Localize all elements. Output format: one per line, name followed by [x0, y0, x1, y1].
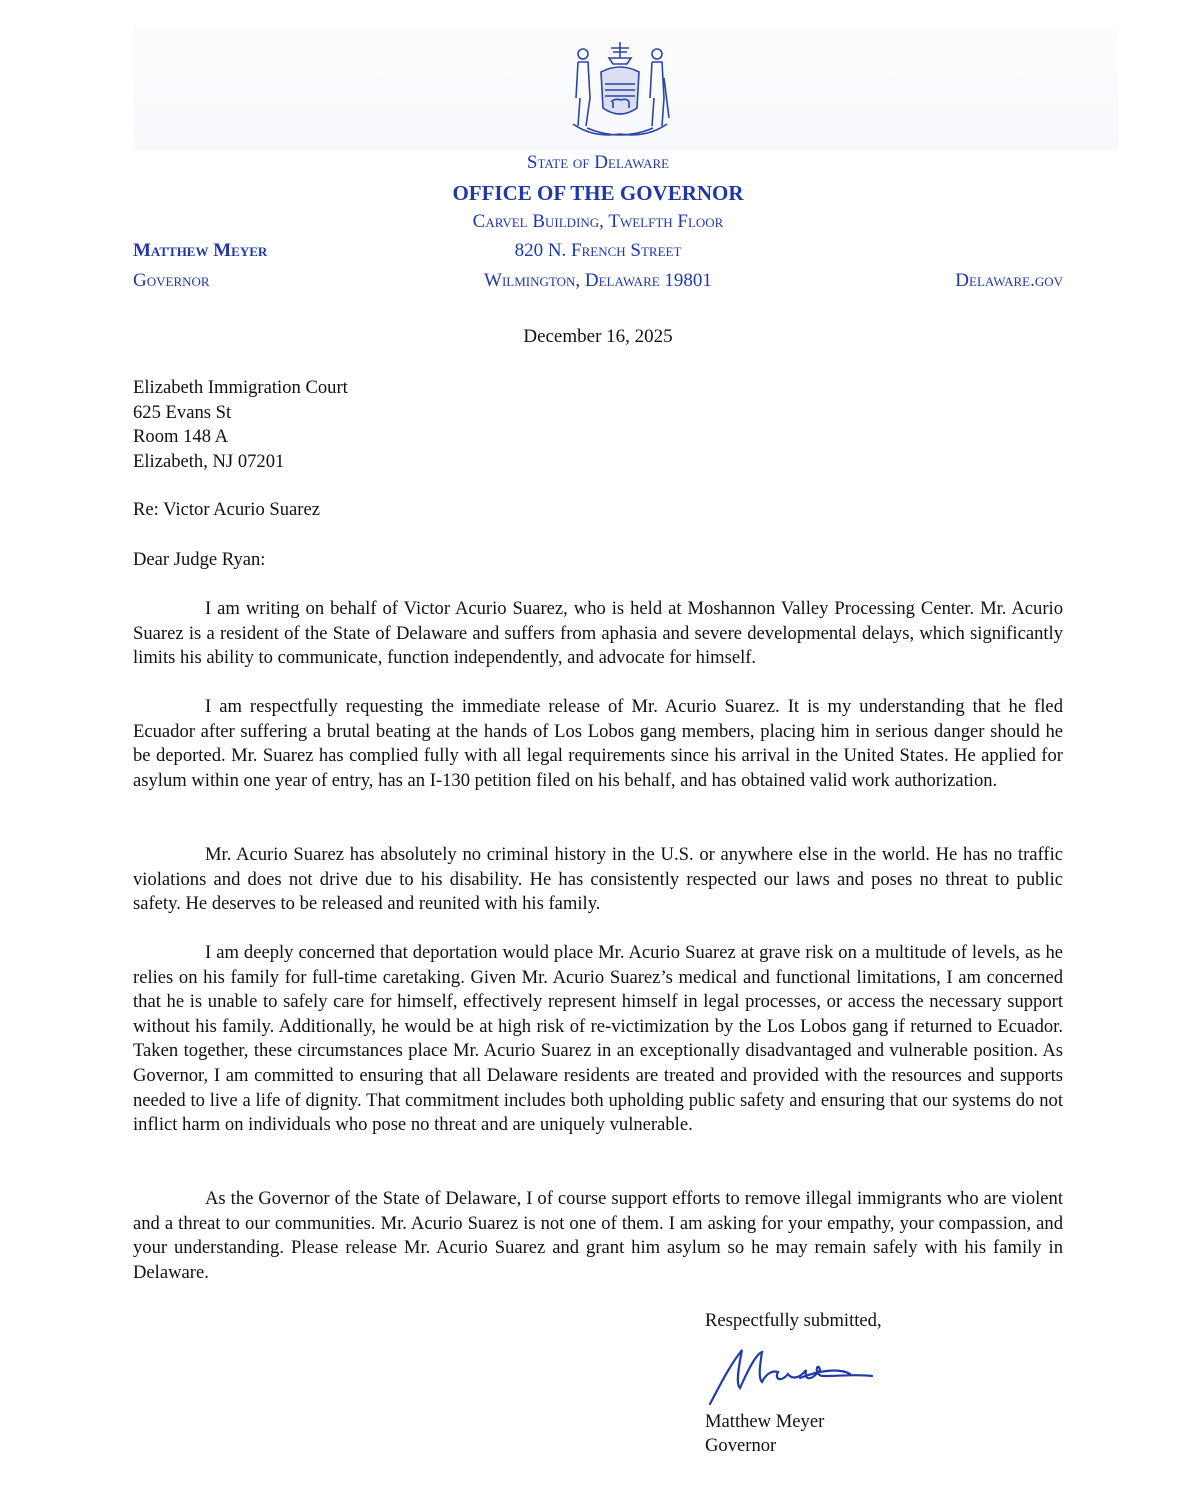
letterhead-office: OFFICE OF THE GOVERNOR	[452, 181, 744, 205]
salutation: Dear Judge Ryan:	[133, 549, 266, 570]
governor-name: Matthew Meyer	[133, 240, 268, 261]
closing: Respectfully submitted,	[705, 1310, 882, 1331]
paragraph-3: Mr. Acurio Suarez has absolutely no criminal history in the U.S. or anywhere else in the world. He has no traffic violations and does not drive due to his disability. He has consistently respected our laws and poses no threat to public safety. He deserves to be released and reunited with his family.	[133, 844, 1063, 915]
governor-title: Governor	[133, 270, 210, 291]
recipient-line: Room 148 A	[133, 426, 229, 448]
paragraph-4: I am deeply concerned that deportation would place Mr. Acurio Suarez at grave risk on a multitude of levels, as he relies on his family for full-time caretaking. Given Mr. Acurio Suarez’s medical and functional limitations, I am concerned that he is unable to safely care for himself, effectively represent himself in legal processes, or access the necessary support without his family. Additionally, he would be at high risk of re-victimization by the Los Lobos gang if returned to Ecuador. Taken together, these circumstances place Mr. Acurio Suarez in an exceptionally disadvantaged and vulnerable position. As Governor, I am committed to ensuring that all Delaware residents are treated and provided with the resources and supports needed to live a life of dignity. That commitment includes both upholding public safety and ensuring that our systems do not inflict harm on individuals who pose no threat and are uniquely vulnerable.	[133, 942, 1063, 1136]
recipient-line: Elizabeth Immigration Court	[133, 377, 348, 398]
paragraph-5: As the Governor of the State of Delaware, I of course support efforts to remove illegal immigrants who are violent and a threat to our communities. Mr. Acurio Suarez is not one of them. I am asking for your empathy, your compassion, and your understanding. Please release Mr. Acurio Suarez and grant him asylum so he may remain safely with his family in Delaware.	[133, 1188, 1063, 1283]
paragraph-1: I am writing on behalf of Victor Acurio Suarez, who is held at Moshannon Valley Processing Center. Mr. Acurio Suarez is a resident of the State of Delaware and suffers from aphasia and severe developmental delays, which significantly limits his ability to communicate, function independently, and advocate for himself.	[133, 598, 1063, 669]
letterhead-building: Carvel Building, Twelfth Floor	[472, 211, 724, 232]
delaware-state-seal	[563, 38, 677, 140]
paragraph-2: I am respectfully requesting the immediate release of Mr. Acurio Suarez. It is my understanding that he fled Ecuador after suffering a brutal beating at the hands of Los Lobos gang members, placing him in serious danger should he be deported. Mr. Suarez has complied fully with all legal requirements since his arrival in the United States. He applied for asylum within one year of entry, has an I-130 petition filed on his behalf, and has obtained valid work authorization.	[133, 696, 1063, 791]
letterhead-city: Wilmington, Delaware 19801	[484, 270, 712, 291]
signature-image	[700, 1340, 880, 1410]
recipient-line: Elizabeth, NJ 07201	[133, 450, 285, 472]
signature-name: Matthew Meyer	[705, 1411, 825, 1432]
recipient-address	[133, 376, 1063, 474]
re-line: Re: Victor Acurio Suarez	[133, 499, 321, 520]
website-link[interactable]: Delaware.gov	[955, 270, 1063, 291]
recipient-line: 625 Evans St	[133, 401, 232, 423]
letter-date: December 16, 2025	[523, 326, 673, 347]
signature-title: Governor	[705, 1435, 777, 1456]
letterhead-state: State of Delaware	[526, 152, 670, 173]
letterhead-street: 820 N. French Street	[514, 240, 682, 261]
